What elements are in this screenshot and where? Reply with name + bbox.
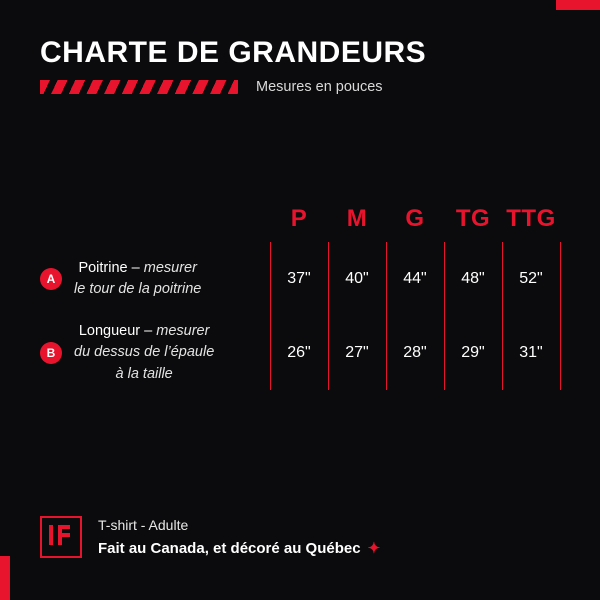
- row-label-italic-3: à la taille: [115, 365, 173, 382]
- cell-chest-ttg: 52": [502, 242, 560, 316]
- cell-chest-g: 44": [386, 242, 444, 316]
- table-row: [40, 316, 560, 390]
- cell-length-tg: 29": [444, 316, 502, 390]
- row-label-chest: [40, 242, 270, 316]
- row-label-italic-2: du dessus de l’épaule: [74, 344, 215, 361]
- cell-chest-tg: 48": [444, 242, 502, 316]
- table-header-size-ttg: TTG: [506, 205, 556, 232]
- brand-logo-icon: [40, 516, 82, 558]
- table-header-size-m: M: [346, 205, 368, 232]
- cell-chest-m: 40": [328, 242, 386, 316]
- cell-chest-p: 37": [270, 242, 328, 316]
- cell-length-g: 28": [386, 316, 444, 390]
- badge-a: A: [40, 268, 62, 290]
- cell-length-m: 27": [328, 316, 386, 390]
- row-label-dash: –: [140, 323, 157, 340]
- row-label-length: [40, 316, 270, 390]
- row-label-main: Longueur: [78, 323, 141, 340]
- badge-b: B: [40, 342, 62, 364]
- origin-line-wrapper: [98, 540, 380, 557]
- table-row: [40, 242, 560, 316]
- hatch-decoration: [40, 80, 238, 94]
- footer: [40, 516, 560, 558]
- product-line: T-shirt - Adulte: [98, 517, 189, 533]
- cell-length-ttg: 31": [502, 316, 560, 390]
- row-label-italic-2: le tour de la poitrine: [74, 281, 202, 297]
- table-header-size-p: P: [290, 205, 308, 232]
- row-label-main: Poitrine: [78, 259, 128, 276]
- table-header-size-g: G: [405, 205, 425, 232]
- size-table-wrapper: [40, 196, 560, 390]
- corner-accent-bottom-left: [0, 556, 10, 600]
- row-label-italic-1: mesurer: [156, 323, 210, 340]
- cell-length-p: 26": [270, 316, 328, 390]
- row-label-dash: –: [127, 259, 144, 276]
- corner-accent-top-right: [556, 0, 600, 10]
- page-title: CHARTE DE GRANDEURS: [40, 36, 427, 69]
- table-header-label: [40, 196, 270, 242]
- maple-leaf-icon: ✦: [367, 540, 381, 557]
- header-subrow: [40, 79, 560, 95]
- size-table: [40, 196, 561, 390]
- origin-line: Fait au Canada, et décoré au Québec: [98, 540, 361, 557]
- row-label-italic-1: mesurer: [143, 259, 197, 276]
- table-header-row: [40, 196, 560, 242]
- header: [40, 36, 560, 95]
- table-header-size-tg: TG: [455, 205, 491, 232]
- footer-text: [98, 517, 380, 558]
- header-subtitle: Mesures en pouces: [256, 79, 383, 95]
- logo-bar: [58, 525, 62, 545]
